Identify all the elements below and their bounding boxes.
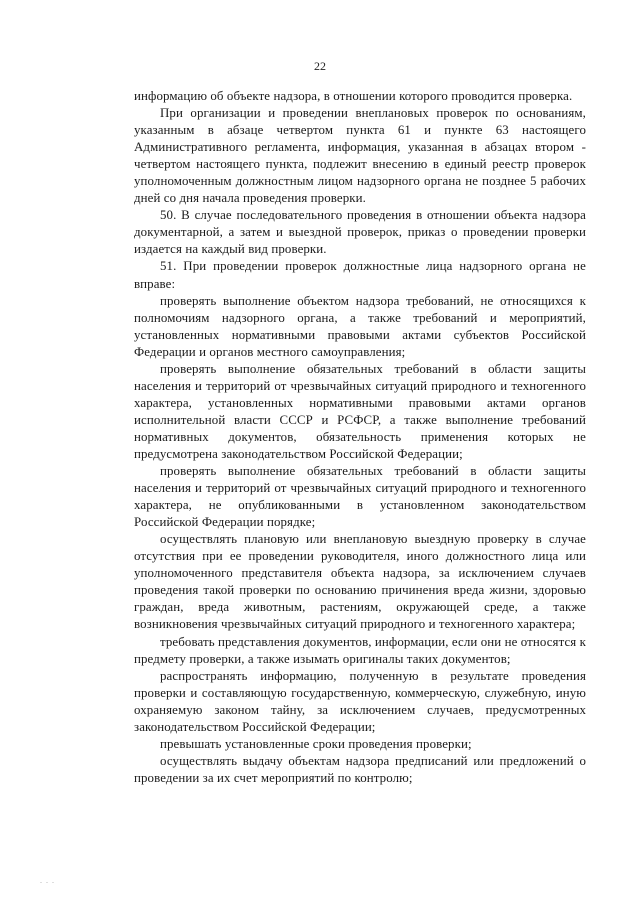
scan-corner-mark: . . . — [40, 876, 55, 885]
document-body — [134, 88, 586, 787]
paragraph: При организации и проведении внеплановых проверок по основаниям, указанным в абзаце четвертом пункта 61 и пункте 63 настоящего Административного регламента, информация, указанная в абзацах втором - четвертом настоящего пункта, подлежит внесению в единый реестр проверок уполномоченным должностным лицом надзорного органа не позднее 5 рабочих дней со дня начала проведения проверки. — [134, 106, 586, 206]
paragraph: 50. В случае последовательного проведения в отношении объекта надзора документарной, а затем и выездной проверок, приказ о проведении проверки издается на каждый вид проверки. — [134, 208, 586, 257]
paragraph: проверять выполнение объектом надзора требований, не относящихся к полномочиям надзорного органа, а также требований и мероприятий, установленных нормативными правовыми актами субъектов Российской Федерации и органов местного самоуправления; — [134, 293, 586, 359]
paragraph: осуществлять выдачу объектам надзора предписаний или предложений о проведении за их счет мероприятий по контролю; — [134, 753, 586, 785]
paragraph: осуществлять плановую или внеплановую выездную проверку в случае отсутствия при ее проведении руководителя, иного должностного лица или уполномоченного представителя объекта надзора, за исключением случаев проведения такой проверки по основанию причинения вреда жизни, здоровью граждан, вреда животным, растениям, окружающей среде, а также возникновения чрезвычайных ситуаций природного и техногенного характера; — [134, 532, 586, 632]
paragraph: информацию об объекте надзора, в отношении которого проводится проверка. — [134, 89, 573, 103]
paragraph: 51. При проведении проверок должностные лица надзорного органа не вправе: — [134, 259, 586, 291]
paragraph: распространять информацию, полученную в результате проведения проверки и составляющую государственную, коммерческую, служебную, иную охраняемую законом тайну, за исключением случаев, предусмотренных законодательством Российской Федерации; — [134, 668, 586, 734]
paragraph: превышать установленные сроки проведения проверки; — [160, 736, 472, 751]
page-number: 22 — [314, 59, 326, 73]
paragraph: проверять выполнение обязательных требований в области защиты населения и территорий от чрезвычайных ситуаций природного и техногенного характера, установленных нормативными правовыми актами органов исполнительной власти СССР и РСФСР, а также выполнение требований нормативных документов, обязательность применения которых не предусмотрена законодательством Российской Федерации; — [134, 361, 586, 461]
paragraph: требовать представления документов, информации, если они не относятся к предмету проверки, а также изымать оригиналы таких документов; — [134, 634, 586, 666]
paragraph: проверять выполнение обязательных требований в области защиты населения и территорий от чрезвычайных ситуаций природного и техногенного характера, не опубликованными в установленном законодательством Российской Федерации порядке; — [134, 464, 586, 530]
